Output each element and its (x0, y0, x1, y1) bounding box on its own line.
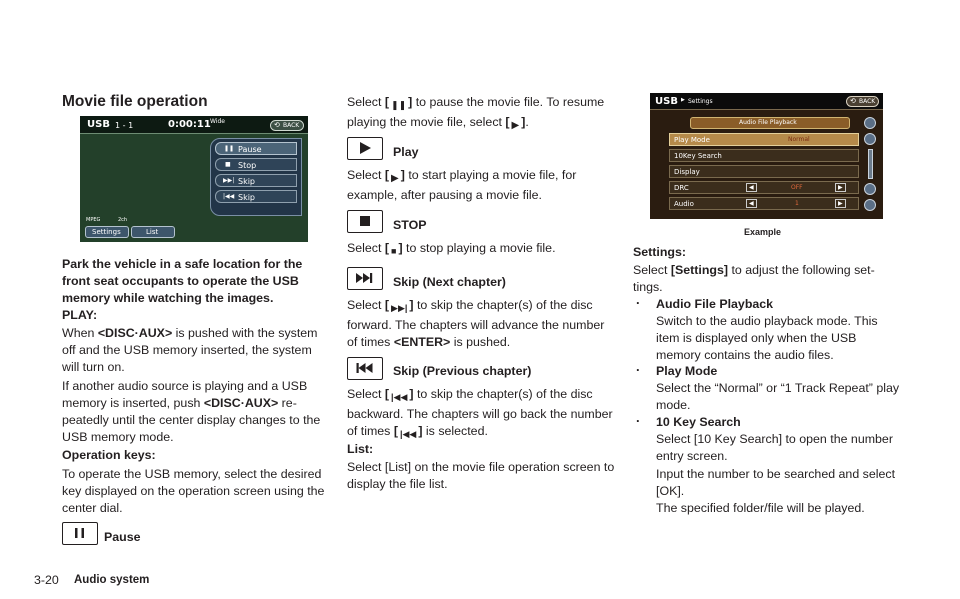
bullet: . (636, 292, 640, 307)
source-label: USB (655, 96, 678, 107)
screen-caption: Example (744, 227, 782, 237)
play-symbol: [ ▶ ] (384, 168, 405, 184)
scroll-up-button[interactable] (864, 117, 876, 129)
play-description: Select [ ▶ ] to start playing a movie file, for example, after pausing a movie file. (347, 168, 577, 202)
breadcrumb-arrow-icon: ▶ (681, 97, 685, 103)
10-key-search-desc-2: Input the number to be searched and select [OK]. (656, 467, 896, 498)
play-key-icon (347, 137, 383, 160)
drc-decrease-button[interactable]: ◀ (746, 183, 757, 192)
list-heading: List: (347, 442, 374, 456)
audio-file-playback-title: Audio File Playback (656, 297, 774, 311)
skip-next-key-icon (347, 267, 383, 290)
skip-prev-key-icon (347, 357, 383, 380)
skip-prev-symbol: [ |◀◀ ] (384, 387, 414, 402)
stop-symbol: [ ■ ] (384, 241, 403, 256)
skip-prev-menu-item[interactable]: |◀◀ Skip (215, 190, 297, 203)
operation-keys-heading: Operation keys: (62, 448, 156, 462)
mode-label: Wide (210, 118, 225, 125)
pause-key-icon (62, 522, 98, 545)
pause-menu-item[interactable]: ❚❚ Pause (215, 142, 297, 155)
stop-menu-item[interactable]: ■ Stop (215, 158, 297, 171)
scroll-down-button[interactable] (864, 183, 876, 195)
movie-operation-screen (80, 116, 308, 242)
10key-search-row[interactable]: 10Key Search (669, 149, 859, 162)
section-heading: Movie file operation (62, 93, 208, 110)
play-heading: PLAY: (62, 308, 98, 322)
list-button[interactable]: List (131, 226, 175, 238)
skip-next-symbol: [ ▶▶| ] (384, 298, 414, 313)
drc-row[interactable]: DRC ◀ OFF ▶ (669, 181, 859, 194)
time-label: 0:00:11 (168, 119, 211, 130)
stop-key-icon (347, 210, 383, 233)
skip-prev-description: Select [ |◀◀ ] to skip the chapter(s) of the disc backward. The chapters will go back the number of times [ |◀◀ ] is selected. (347, 387, 613, 439)
audio-row[interactable]: Audio ◀ 1 ▶ (669, 197, 859, 210)
display-row[interactable]: Display (669, 165, 859, 178)
play-paragraph-1: When <DISC·AUX> is pushed with the system off and the USB memory inserted, the system will turn on. (62, 326, 318, 374)
skip-next-menu-item[interactable]: ▶▶| Skip (215, 174, 297, 187)
settings-paragraph: Select [Settings] to adjust the following set-tings. (633, 263, 875, 294)
bullet: . (636, 410, 640, 425)
10-key-search-desc-1: Select [10 Key Search] to open the number entry screen. (656, 432, 893, 463)
skip-next-icon: ▶▶| (223, 177, 235, 184)
pause-key-label: Pause (104, 530, 141, 544)
back-icon: ⟲ (850, 97, 856, 105)
skip-prev-key-label: Skip (Previous chapter) (393, 364, 532, 378)
page-number: 3-20 (34, 573, 59, 587)
play-symbol: [ ▶ ] (505, 115, 526, 131)
audio-decrease-button[interactable]: ◀ (746, 199, 757, 208)
bullet: . (636, 359, 640, 374)
back-icon: ⟲ (274, 121, 280, 129)
safety-warning: Park the vehicle in a safe location for the front seat occupants to operate the USB memory while watching the images. (62, 257, 303, 305)
audio-increase-button[interactable]: ▶ (835, 199, 846, 208)
settings-screen (650, 93, 883, 219)
play-paragraph-2: If another audio source is playing and a USB memory is inserted, push <DISC·AUX> re-peatedly until the center display changes to the USB memory mode. (62, 379, 321, 444)
channel-label: 2ch (118, 217, 128, 223)
breadcrumb: Settings (688, 98, 713, 105)
back-button[interactable]: ⟲ BACK (846, 96, 879, 107)
scrollbar[interactable] (868, 149, 873, 179)
skip-prev-symbol: [ |◀◀ ] (393, 424, 423, 439)
audio-file-playback-desc: Switch to the audio playback mode. This item is displayed only when the USB memory contains the audio files. (656, 314, 878, 362)
scroll-down2-button[interactable] (864, 199, 876, 211)
back-button[interactable]: ⟲ BACK (270, 120, 304, 131)
scroll-up2-button[interactable] (864, 133, 876, 145)
settings-button[interactable]: Settings (85, 226, 129, 238)
stop-icon: ■ (225, 161, 231, 168)
operation-keys-paragraph: To operate the USB memory, select the desired key displayed on the operation screen using the center dial. (62, 467, 325, 515)
10-key-search-title: 10 Key Search (656, 415, 741, 429)
section-title: Audio system (74, 574, 150, 586)
stop-description: Select [ ■ ] to stop playing a movie file. (347, 241, 556, 256)
format-label: MPEG (86, 217, 101, 223)
pause-icon: ❚❚ (224, 145, 235, 152)
skip-prev-icon: |◀◀ (223, 193, 235, 200)
skip-next-key-label: Skip (Next chapter) (393, 275, 506, 289)
play-key-label: Play (393, 145, 419, 159)
source-label: USB (87, 119, 110, 130)
play-mode-title: Play Mode (656, 364, 718, 378)
settings-heading: Settings: (633, 245, 687, 259)
audio-file-playback-item[interactable]: Audio File Playback (690, 117, 850, 129)
pause-symbol: [ ❚❚ ] (384, 95, 413, 110)
skip-next-description: Select [ ▶▶| ] to skip the chapter(s) of the disc forward. The chapters will advance the number of times <ENTER> is pushed. (347, 298, 605, 349)
track-label: 1 - 1 (115, 121, 134, 130)
list-paragraph: Select [List] on the movie file operation screen to display the file list. (347, 460, 615, 491)
drc-increase-button[interactable]: ▶ (835, 183, 846, 192)
stop-key-label: STOP (393, 218, 427, 232)
play-mode-row[interactable]: Play Mode Normal (669, 133, 859, 146)
10-key-search-desc-3: The specified folder/file will be played. (656, 501, 865, 515)
play-mode-desc: Select the “Normal” or “1 Track Repeat” play mode. (656, 381, 900, 412)
pause-description: Select [ ❚❚ ] to pause the movie file. To resume playing the movie file, select [ ▶ ]. (347, 95, 605, 131)
